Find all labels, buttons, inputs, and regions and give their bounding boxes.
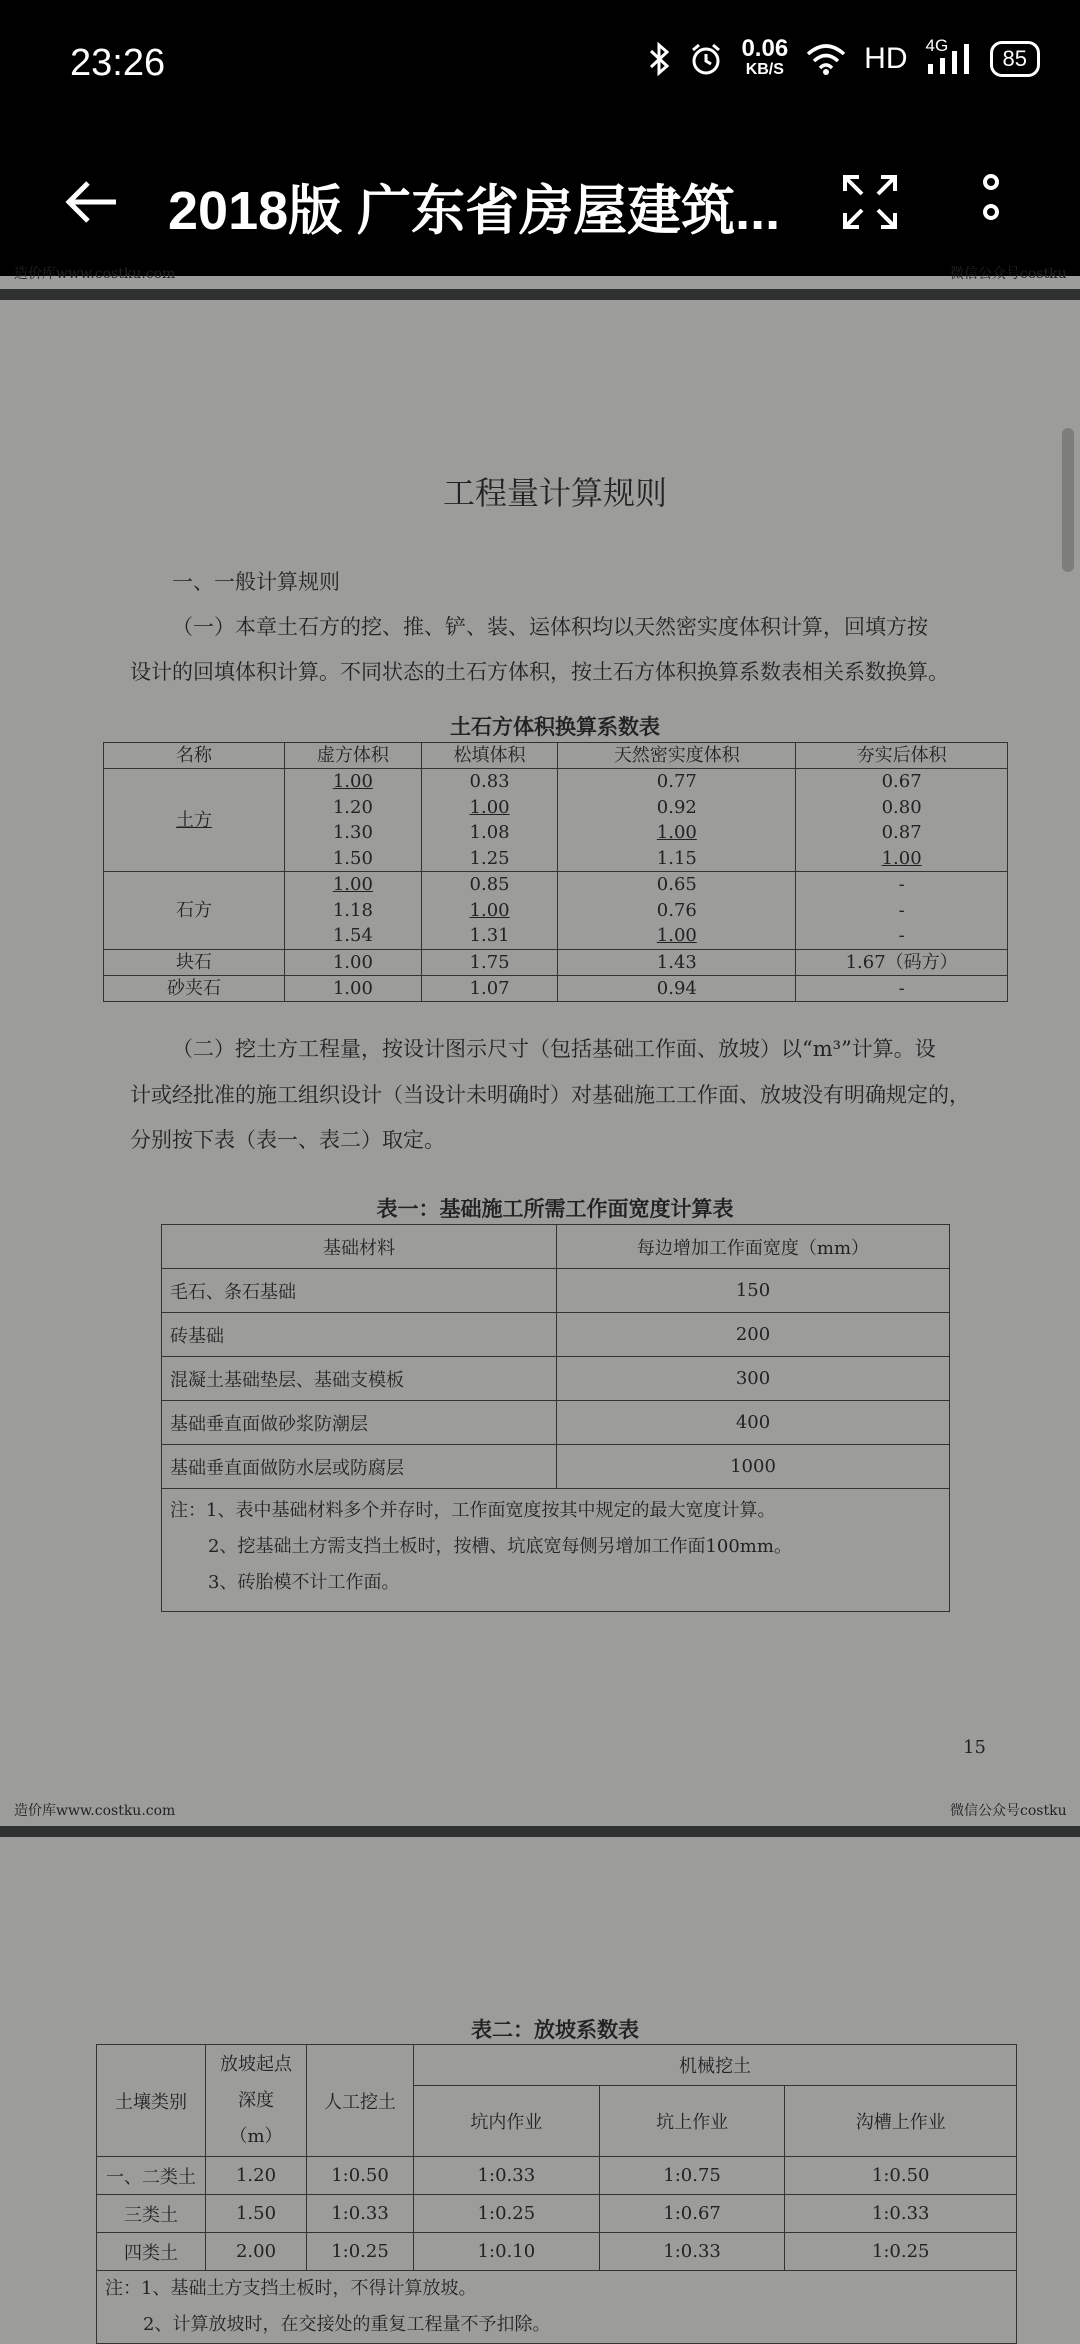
back-arrow-icon[interactable]: [62, 172, 122, 232]
paragraph-2-line-2: 计或经批准的施工组织设计（当设计未明确时）对基础施工工作面、放坡没有明确规定的，: [130, 1083, 970, 1107]
table2-row: [162, 1445, 950, 1489]
prev-page-watermark-right: 微信公众号costku: [950, 266, 1067, 282]
cell: 砖基础: [162, 1313, 557, 1357]
table3-note: 注：1、基础土方支挡土板时，不得计算放坡。: [105, 2278, 477, 2299]
table3-header: 人工挖土: [307, 2045, 414, 2157]
cell: 基础垂直面做砂浆防潮层: [162, 1401, 557, 1445]
cell: 1:0.25: [414, 2195, 600, 2233]
document-page-16: [0, 1837, 1080, 2340]
cell: 1.00: [285, 975, 422, 1001]
cell: 1:0.33: [599, 2233, 785, 2271]
cell: 1.15: [656, 847, 697, 869]
cell: 0.92: [656, 796, 697, 818]
scrollbar-thumb[interactable]: [1062, 428, 1074, 572]
table2-note: 2、挖基础土方需支挡土板时，按槽、坑底宽每侧另增加工作面100mm。: [208, 1536, 792, 1557]
page-separator: [0, 1826, 1080, 1837]
cell: 基础垂直面做防水层或防腐层: [162, 1445, 557, 1489]
table3-header: 放坡起点: [220, 2053, 292, 2075]
cell: 0.77: [656, 771, 697, 792]
cell: 150: [557, 1269, 950, 1313]
table1-header: 夯实后体积: [796, 743, 1008, 769]
table3-caption: 表二：放坡系数表: [471, 2018, 639, 2042]
table3-notes-row: [97, 2271, 1017, 2344]
cell: 1:0.25: [785, 2233, 1017, 2271]
cell: 1.00: [332, 771, 373, 792]
cell: 1.07: [421, 975, 558, 1001]
table3-header: 沟槽上作业: [785, 2086, 1017, 2157]
table1-header: 天然密实度体积: [558, 743, 796, 769]
work-width-table: [161, 1224, 950, 1612]
table2-header: 基础材料: [162, 1225, 557, 1269]
cell: 1.50: [206, 2195, 307, 2233]
cell: 1.43: [558, 949, 796, 975]
cell: 1.20: [206, 2157, 307, 2195]
volume-conversion-table: [103, 742, 1008, 1002]
table2-row: [162, 1313, 950, 1357]
cell: 1.67（码方）: [796, 949, 1008, 975]
table1-row-earth: [104, 769, 1008, 872]
cell: 1.30: [332, 822, 373, 843]
cell: 1:0.33: [307, 2195, 414, 2233]
cell: 0.76: [656, 899, 697, 921]
paragraph-1-line-2: 设计的回填体积计算。不同状态的土石方体积，按土石方体积换算系数表相关系数换算。: [130, 660, 949, 684]
cell: 1.75: [421, 949, 558, 975]
table3-row: [97, 2157, 1017, 2195]
table3-note: 2、计算放坡时，在交接处的重复工程量不予扣除。: [143, 2314, 551, 2335]
cell: -: [898, 874, 905, 895]
paragraph-1-line-1: （一）本章土石方的挖、推、铲、装、运体积均以天然密实度体积计算，回填方按: [172, 615, 928, 639]
cell: 0.65: [656, 874, 697, 895]
cell: 1.18: [332, 899, 373, 921]
table3-header-row: [97, 2045, 1017, 2086]
table2-caption: 表一：基础施工所需工作面宽度计算表: [376, 1197, 734, 1221]
row-label: 砂夹石: [104, 975, 285, 1001]
cell: 1:0.33: [414, 2157, 600, 2195]
cell: 1000: [557, 1445, 950, 1489]
table3-header: 机械挖土: [414, 2045, 1017, 2086]
cell: 混凝土基础垫层、基础支模板: [162, 1357, 557, 1401]
cell: 0.87: [881, 822, 922, 843]
cell: 400: [557, 1401, 950, 1445]
cell: 1:0.25: [307, 2233, 414, 2271]
cell: 毛石、条石基础: [162, 1269, 557, 1313]
cell: 1:0.50: [785, 2157, 1017, 2195]
cell: 0.67: [881, 771, 922, 792]
alarm-icon: [689, 42, 723, 76]
cell: 0.94: [558, 975, 796, 1001]
slope-coefficient-table: [96, 2044, 1017, 2344]
cell: 1.08: [469, 822, 510, 843]
paragraph-2-line-3: 分别按下表（表一、表二）取定。: [130, 1128, 445, 1152]
cell: 300: [557, 1357, 950, 1401]
cell: -: [898, 899, 905, 921]
page-heading: 工程量计算规则: [442, 474, 667, 512]
table2-header-row: [162, 1225, 950, 1269]
page-separator: [0, 289, 1080, 300]
cell: 1:0.67: [599, 2195, 785, 2233]
cell: 1.31: [469, 925, 510, 946]
status-time: 23:26: [70, 42, 166, 84]
watermark-left: 造价库www.costku.com: [14, 1803, 176, 1819]
document-page-15: [0, 300, 1080, 1826]
cell: 1.00: [285, 949, 422, 975]
cell: 1.25: [469, 847, 510, 869]
table2-note: 3、砖胎模不计工作面。: [208, 1572, 400, 1593]
page-number: 15: [963, 1737, 986, 1758]
table3-header: （m）: [229, 2125, 283, 2147]
more-options-icon[interactable]: [966, 174, 1016, 230]
table1-header-row: [104, 743, 1008, 769]
cell: 三类土: [97, 2195, 206, 2233]
cell: 1.00: [656, 925, 697, 946]
table1-row: [104, 949, 1008, 975]
cell: 1.54: [332, 925, 373, 946]
table2-row: [162, 1401, 950, 1445]
cell: 1.20: [332, 796, 373, 818]
table2-note: 注：1、表中基础材料多个并存时，工作面宽度按其中规定的最大宽度计算。: [170, 1500, 776, 1521]
cell: 2.00: [206, 2233, 307, 2271]
signal-indicator: 4G: [926, 42, 972, 76]
wifi-icon: [806, 43, 846, 75]
bluetooth-icon: [647, 42, 671, 76]
cell: 四类土: [97, 2233, 206, 2271]
table3-header: 土壤类别: [97, 2045, 206, 2157]
table1-header: 虚方体积: [285, 743, 422, 769]
section-title: 一、一般计算规则: [172, 570, 340, 594]
table2-row: [162, 1269, 950, 1313]
fullscreen-icon[interactable]: [842, 174, 898, 230]
prev-page-watermark-left: 造价库www.costku.com: [14, 266, 176, 282]
cell: 1:0.75: [599, 2157, 785, 2195]
cell: 0.80: [881, 796, 922, 818]
cell: -: [796, 975, 1008, 1001]
cell: 1.00: [332, 874, 373, 895]
cell: -: [898, 925, 905, 946]
table3-row: [97, 2233, 1017, 2271]
cell: 1:0.10: [414, 2233, 600, 2271]
status-bar: [0, 0, 1080, 130]
row-label: 土方: [104, 769, 285, 872]
table1-header: 名称: [104, 743, 285, 769]
watermark-right: 微信公众号costku: [950, 1803, 1067, 1819]
cell: 1.00: [469, 899, 510, 921]
paragraph-2-line-1: （二）挖土方工程量，按设计图示尺寸（包括基础工作面、放坡）以“m³”计算。设: [172, 1037, 936, 1061]
table1-caption: 土石方体积换算系数表: [450, 715, 660, 739]
net-speed: 0.06 KB/S: [741, 35, 789, 78]
cell: 1.50: [332, 847, 373, 869]
row-label: 石方: [104, 872, 285, 950]
app-bar: [0, 130, 1080, 276]
row-label: 块石: [104, 949, 285, 975]
cell: 0.83: [469, 771, 510, 792]
cell: 一、二类土: [97, 2157, 206, 2195]
table3-header: 坑内作业: [414, 2086, 600, 2157]
battery-indicator: 85: [990, 41, 1040, 77]
hd-indicator: HD: [864, 42, 908, 75]
cell: 1:0.33: [785, 2195, 1017, 2233]
cell: 1.00: [469, 796, 510, 818]
signal-icon: [926, 42, 972, 76]
document-title: 2018版 广东省房屋建筑...: [168, 181, 781, 241]
table3-row: [97, 2195, 1017, 2233]
table1-row-stone: [104, 872, 1008, 950]
table3-header: 深度: [238, 2089, 274, 2111]
table1-row: [104, 975, 1008, 1001]
cell: 1:0.50: [307, 2157, 414, 2195]
table2-notes-row: [162, 1489, 950, 1612]
cell: 200: [557, 1313, 950, 1357]
cell: 1.00: [881, 847, 922, 869]
table2-header: 每边增加工作面宽度（mm）: [557, 1225, 950, 1269]
cell: 1.00: [656, 822, 697, 843]
cell: 0.85: [469, 874, 510, 895]
table2-row: [162, 1357, 950, 1401]
table1-header: 松填体积: [421, 743, 558, 769]
table3-header: 坑上作业: [599, 2086, 785, 2157]
